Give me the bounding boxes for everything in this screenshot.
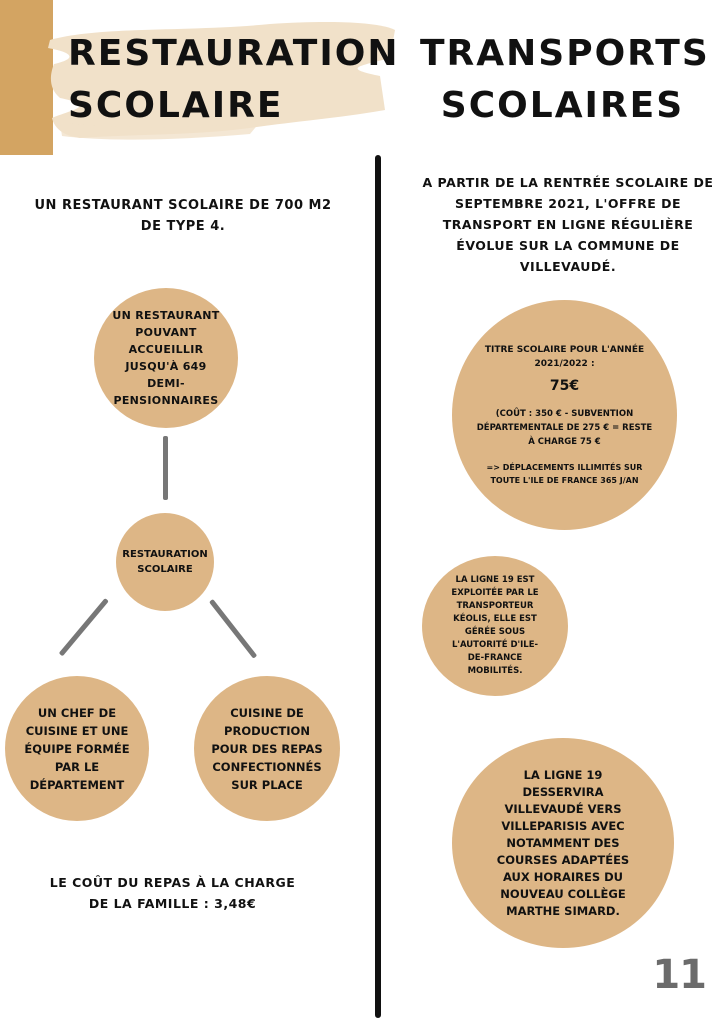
circle-chef-text: UN CHEF DE CUISINE ET UNE ÉQUIPE FORMÉE PAR LE DÉPARTEMENT [24,705,130,792]
circle-chef [5,676,149,821]
connector-line [163,436,168,500]
title-line-1: TRANSPORTS [420,33,710,74]
transport-intro: A PARTIR DE LA RENTRÉE SCOLAIRE DE SEPTEMBRE 2021, L'OFFRE DE TRANSPORT EN LIGNE RÉGULIÈRE ÉVOLUE SUR LA COMMUNE DE VILLEVAUDÉ. [422,175,714,274]
circle-ticket [452,300,677,530]
connector-line [59,598,109,656]
circle-cuisine-text: CUISINE DE PRODUCTION POUR DES REPAS CONFECTIONNÉS SUR PLACE [211,705,323,792]
circle-restauration [116,513,214,611]
connector-line [209,599,257,659]
vertical-divider [375,155,381,1018]
circle-capacity [94,288,238,428]
ticket-detail: (COÛT : 350 € - SUBVENTION DÉPARTEMENTALE DE 275 € = RESTE À CHARGE 75 € [476,409,653,447]
circle-cuisine [194,676,340,821]
meal-cost: LE COÛT DU REPAS À LA CHARGE DE LA FAMILLE : 3,48€ [49,875,296,911]
line19-service-text: LA LIGNE 19 DESSERVIRA VILLEVAUDÉ VERS VILLEPARISIS AVEC NOTAMMENT DES COURSES ADAPTÉES AUX HORAIRES DU NOUVEAU COLLÈGE MARTHE SIMARD. [496,767,630,918]
restaurant-intro: UN RESTAURANT SCOLAIRE DE 700 M2 DE TYPE 4. [34,198,332,234]
section-title-transports [420,28,710,132]
title-line-1: RESTAURATION [68,33,400,74]
circle-restauration-text: RESTAURATION SCOLAIRE [122,549,208,575]
ticket-price: 75€ [549,378,580,394]
title-line-2: SCOLAIRE [68,85,284,126]
line19-operator-text: LA LIGNE 19 EST EXPLOITÉE PAR LE TRANSPORTEUR KÉOLIS, ELLE EST GÉRÉE SOUS L'AUTORITÉ D'ILE-DE-FRANCE MOBILITÉS. [451,575,539,676]
ticket-note: => DÉPLACEMENTS ILLIMITÉS SUR TOUTE L'ILE DE FRANCE 365 J/AN [486,463,643,485]
section-title-restauration [68,28,398,132]
title-line-2: SCOLAIRES [440,85,685,126]
circle-line19-operator [422,556,568,696]
circle-capacity-text: UN RESTAURANT POUVANT ACCUEILLIR JUSQU'À 649 DEMI-PENSIONNAIRES [112,309,220,407]
page-number: 11 [652,952,706,998]
circle-line19-service [452,738,674,948]
ticket-label: TITRE SCOLAIRE POUR L'ANNÉE 2021/2022 : [484,345,645,369]
